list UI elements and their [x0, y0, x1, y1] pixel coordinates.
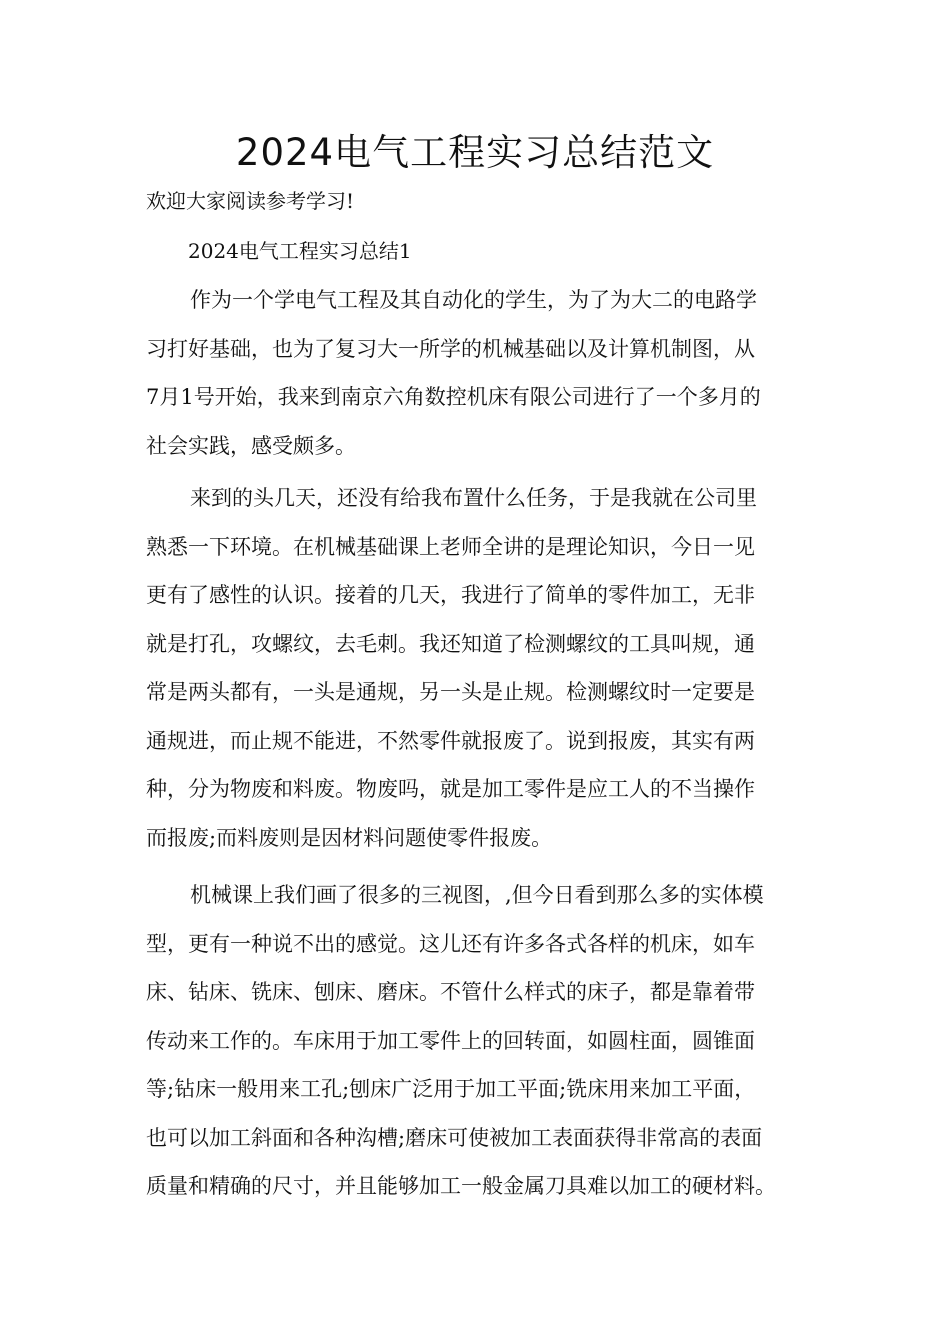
paragraph-line: 等;钻床一般用来工孔;刨床广泛用于加工平面;铣床用来加工平面，: [146, 1077, 756, 1101]
paragraph-line: 社会实践，感受颇多。: [146, 433, 356, 458]
paragraph-line: 种，分为物废和料废。物废吗，就是加工零件是应工人的不当操作: [146, 777, 755, 801]
paragraph-line: 而报废;而料废则是因材料问题使零件报废。: [146, 825, 553, 850]
paragraph-line: 也可以加工斜面和各种沟槽;磨床可使被加工表面获得非常高的表面: [146, 1125, 763, 1150]
paragraph-line: 来到的头几天，还没有给我布置什么任务，于是我就在公司里: [190, 486, 757, 510]
paragraph-line: 习打好基础，也为了复习大一所学的机械基础以及计算机制图，从: [146, 336, 755, 361]
paragraph-3: [146, 871, 826, 1211]
paragraph-line: 7月1号开始，我来到南京六角数控机床有限公司进行了一个多月的: [146, 385, 761, 409]
greeting-text: 欢迎大家阅读参考学习!: [146, 189, 355, 213]
paragraph-line: 就是打孔，攻螺纹，去毛刺。我还知道了检测螺纹的工具叫规，通: [146, 631, 755, 656]
paragraph-line: 常是两头都有，一头是通规，另一头是止规。检测螺纹时一定要是: [146, 680, 755, 704]
paragraph-1: [146, 276, 826, 470]
document-title: 2024电气工程实习总结范文: [235, 131, 715, 174]
paragraph-2: [146, 474, 826, 862]
paragraph-line: 型，更有一种说不出的感觉。这儿还有许多各式各样的机床，如车: [146, 931, 755, 956]
paragraph-line: 机械课上我们画了很多的三视图，,但今日看到那么多的实体模: [190, 883, 764, 907]
paragraph-line: 质量和精确的尺寸，并且能够加工一般金属刀具难以加工的硬材料。: [146, 1174, 776, 1198]
paragraph-line: 作为一个学电气工程及其自动化的学生，为了为大二的电路学: [190, 288, 757, 312]
paragraph-line: 更有了感性的认识。接着的几天，我进行了简单的零件加工，无非: [146, 583, 755, 607]
section-heading: 2024电气工程实习总结1: [188, 239, 412, 263]
paragraph-line: 通规进，而止规不能进，不然零件就报废了。说到报废，其实有两: [146, 728, 755, 753]
paragraph-line: 熟悉一下环境。在机械基础课上老师全讲的是理论知识，今日一见: [146, 534, 755, 559]
paragraph-line: 传动来工作的。车床用于加工零件上的回转面，如圆柱面，圆锥面: [146, 1028, 755, 1053]
paragraph-line: 床、钻床、铣床、刨床、磨床。不管什么样式的床子，都是靠着带: [146, 980, 755, 1004]
